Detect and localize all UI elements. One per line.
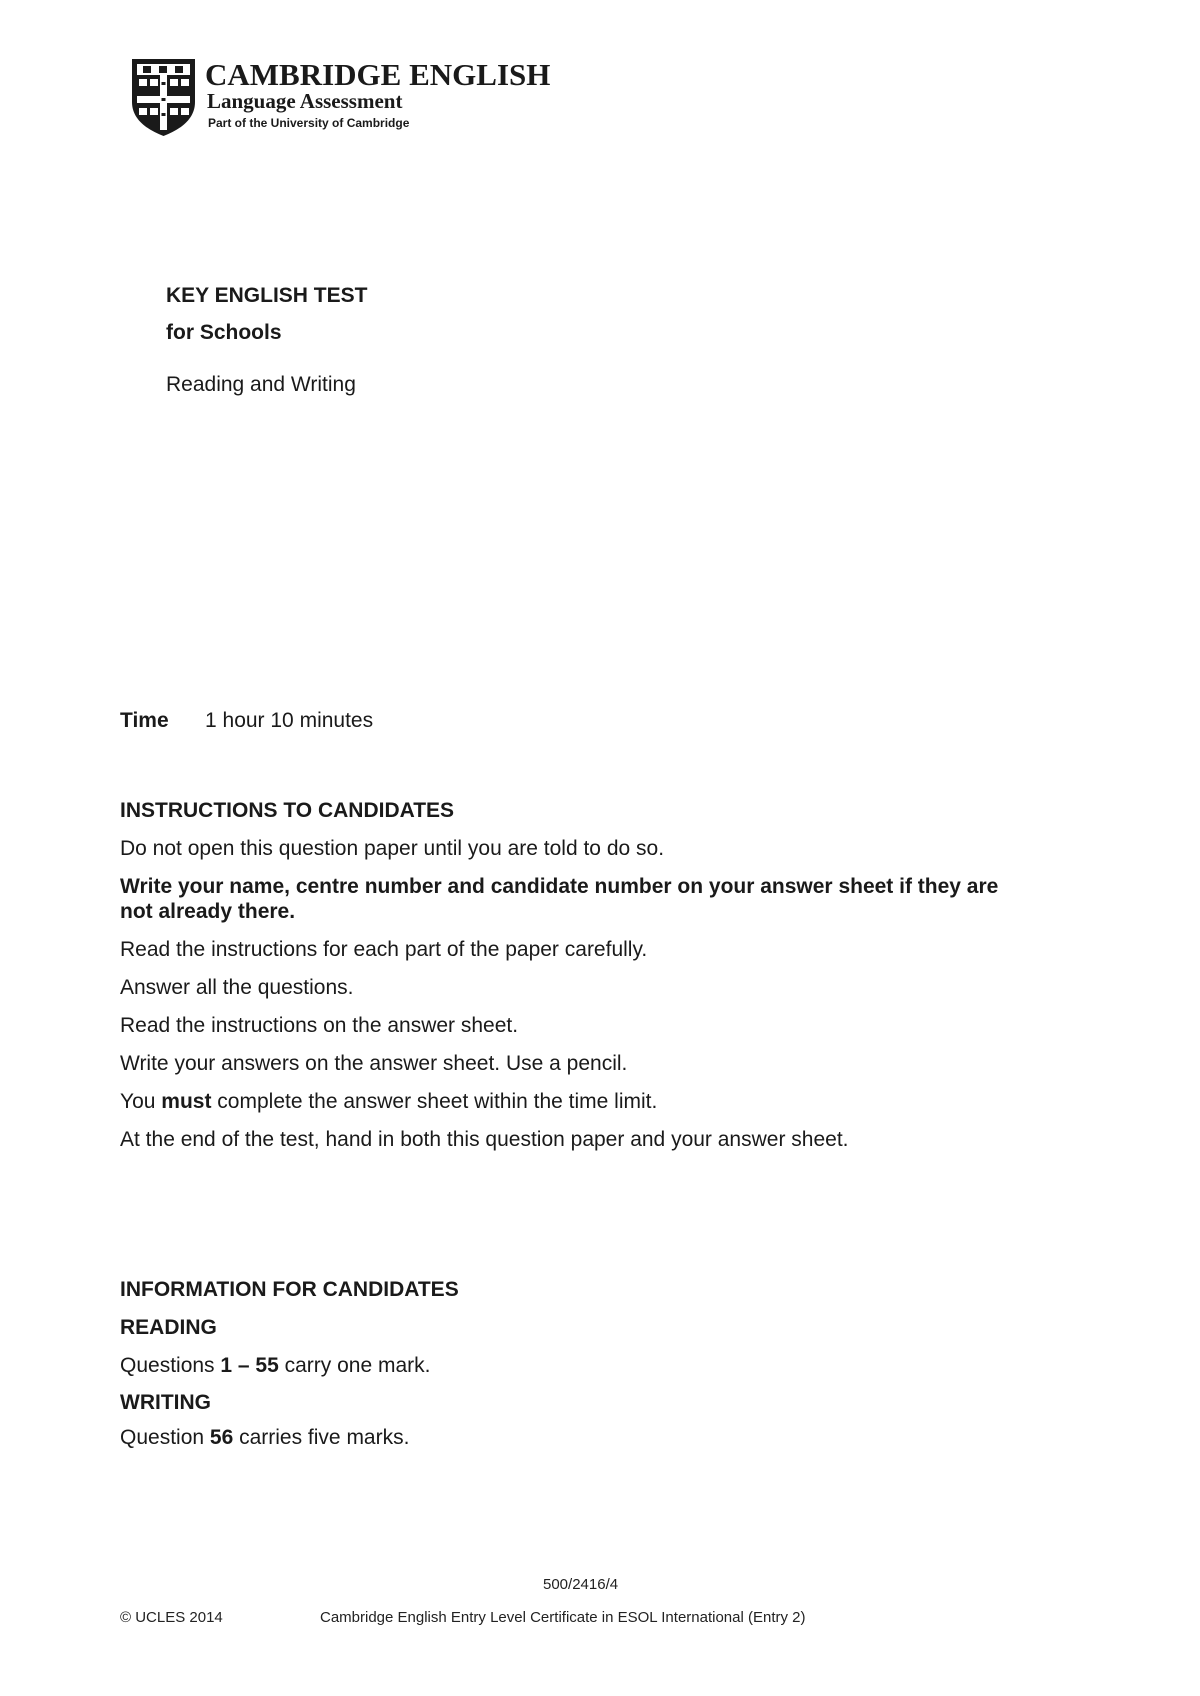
writing-question-number: 56 bbox=[209, 1426, 234, 1449]
writing-line-after: carries five marks. bbox=[233, 1426, 410, 1449]
logo-line-1: CAMBRIDGE ENGLISH bbox=[205, 58, 551, 92]
instruction-item: Read the instructions on the answer sheet. bbox=[120, 1014, 519, 1037]
time-label: Time bbox=[120, 709, 169, 732]
writing-line-before: Question bbox=[120, 1426, 210, 1449]
information-heading: INFORMATION FOR CANDIDATES bbox=[120, 1278, 459, 1301]
logo-line-2: Language Assessment bbox=[207, 89, 403, 113]
paper-name: Reading and Writing bbox=[166, 373, 356, 396]
reading-question-range: 1 – 55 bbox=[220, 1354, 279, 1377]
time-value: 1 hour 10 minutes bbox=[205, 709, 374, 732]
instruction-item: Read the instructions for each part of the paper carefully. bbox=[120, 938, 648, 961]
shield-icon bbox=[132, 59, 195, 136]
instruction-must-line bbox=[120, 1090, 657, 1114]
writing-heading: WRITING bbox=[120, 1391, 211, 1414]
instruction-item: At the end of the test, hand in both this question paper and your answer sheet. bbox=[120, 1128, 849, 1151]
test-subtitle: for Schools bbox=[166, 321, 282, 344]
paper-code: 500/2416/4 bbox=[543, 1576, 619, 1593]
instruction-item: Write your name, centre number and candidate number on your answer sheet if they are bbox=[120, 875, 999, 898]
test-title: KEY ENGLISH TEST bbox=[166, 284, 368, 307]
instruction-item: not already there. bbox=[120, 900, 296, 923]
must-line-before: You bbox=[120, 1090, 162, 1113]
writing-marks-line bbox=[120, 1426, 409, 1450]
cambridge-logo bbox=[131, 58, 591, 138]
reading-line-after: carry one mark. bbox=[278, 1354, 431, 1377]
must-line-after: complete the answer sheet within the time limit. bbox=[211, 1090, 658, 1113]
reading-marks-line bbox=[120, 1354, 431, 1378]
instruction-item: Write your answers on the answer sheet. Use a pencil. bbox=[120, 1052, 628, 1075]
reading-heading: READING bbox=[120, 1316, 217, 1339]
instruction-item: Answer all the questions. bbox=[120, 976, 354, 999]
instructions-heading: INSTRUCTIONS TO CANDIDATES bbox=[120, 799, 455, 822]
title-block bbox=[166, 284, 367, 308]
copyright: © UCLES 2014 bbox=[120, 1609, 223, 1626]
instruction-item: Do not open this question paper until you are told to do so. bbox=[120, 837, 665, 860]
certificate-name: Cambridge English Entry Level Certificate in ESOL International (Entry 2) bbox=[320, 1609, 806, 1626]
reading-line-before: Questions bbox=[120, 1354, 221, 1377]
logo-line-3: Part of the University of Cambridge bbox=[208, 116, 410, 130]
must-emphasis: must bbox=[161, 1090, 212, 1113]
